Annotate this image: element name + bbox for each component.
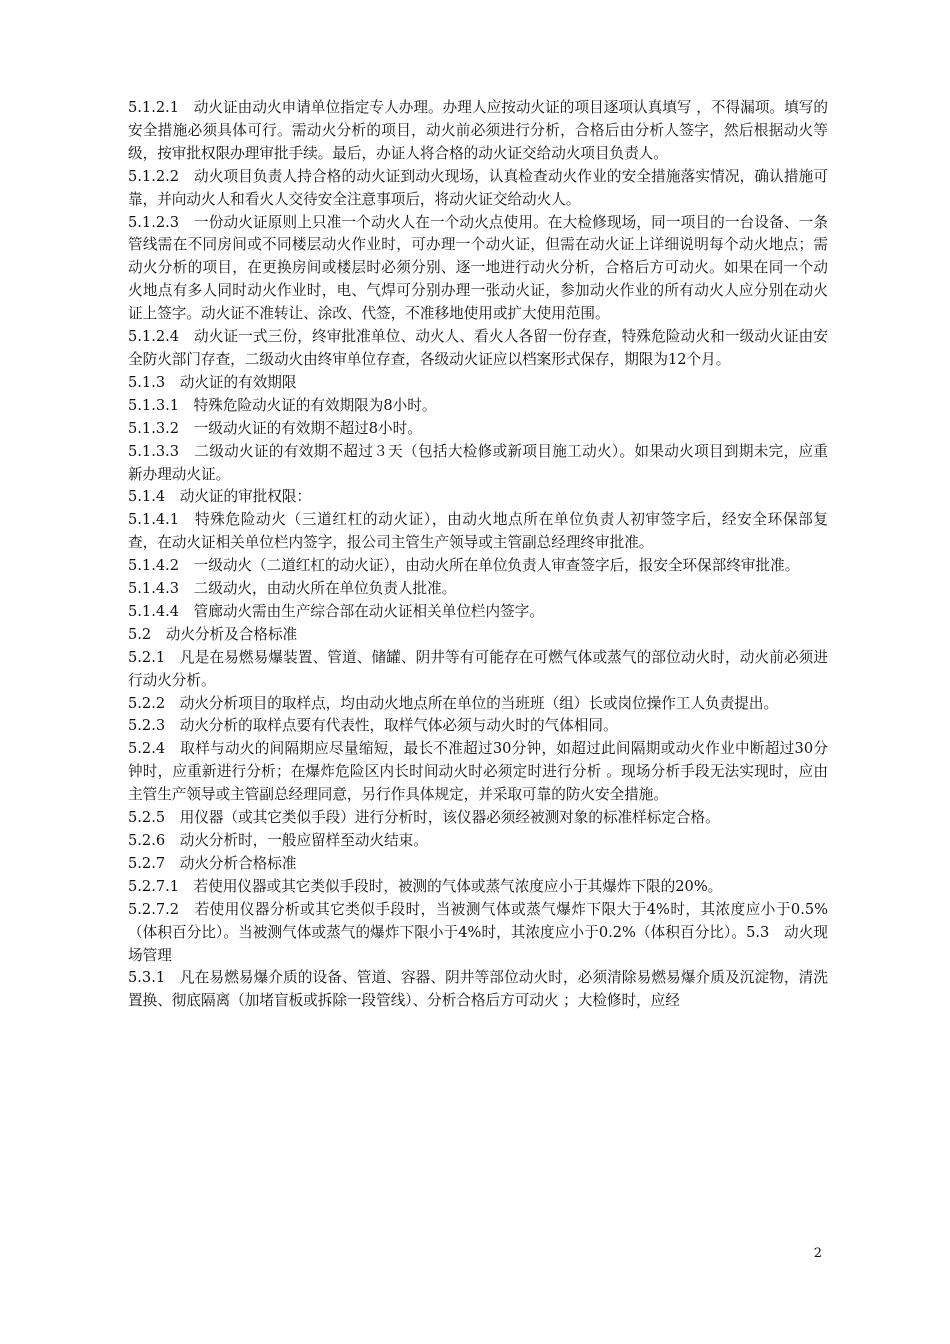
paragraph-5-1-2-3: 5.1.2.3 一份动火证原则上只准一个动火人在一个动火点使用。在大检修现场，同一项目的一台设备、一条管线需在不同房间或不同楼层动火作业时，可办理一个动火证，但需在动火证上详细说明每个动火地点；需动火分析的项目，在更换房间或楼层时必须分别、逐一地进行动火分析，合格后方可动火。如果在同一个动火地点有多人同时动火作业时，电、气焊可分别办理一张动火证，参加动火作业的所有动火人应分别在动火证上签字。动火证不准转让、涂改、代签，不准移地使用或扩大使用范围。: [128, 213, 828, 323]
heading-5-1-3: 5.1.3 动火证的有效期限: [128, 373, 297, 391]
paragraph-5-1-4-3: 5.1.4.3 二级动火，由动火所在单位负责人批准。: [128, 580, 457, 598]
paragraph-5-1-4-1: 5.1.4.1 特殊危险动火（三道红杠的动火证），由动火地点所在单位负责人初审签字后，经安全环保部复查，在动火证相关单位栏内签字，报公司主管生产领导或主管副总经理终审批准。: [128, 511, 828, 552]
paragraph-5-1-3-2: 5.1.3.2 一级动火证的有效期不超过8小时。: [128, 419, 422, 437]
paragraph-5-2-7-1: 5.2.7.1 若使用仪器或其它类似手段时，被测的气体或蒸气浓度应小于其爆炸下限的20%。: [128, 877, 723, 895]
paragraph-5-2-5: 5.2.5 用仪器（或其它类似手段）进行分析时，该仪器必须经被测对象的标准样标定合格。: [128, 809, 720, 827]
heading-5-2-7: 5.2.7 动火分析合格标准: [128, 854, 297, 872]
paragraph-5-1-4-2: 5.1.4.2 一级动火（二道红杠的动火证），由动火所在单位负责人审查签字后，报安全环保部终审批准。: [128, 557, 800, 575]
paragraph-5-2-7-2: 5.2.7.2 若使用仪器分析或其它类似手段时，当被测气体或蒸气爆炸下限大于4%时，其浓度应小于0.5%（体积百分比）。当被测气体或蒸气的爆炸下限小于4%时，其浓度应小于0.2%（体积百分比）。5.3 动火现场管理: [128, 900, 828, 964]
paragraph-5-3-1: 5.3.1 凡在易燃易爆介质的设备、管道、容器、阴井等部位动火时，必须清除易燃易爆介质及沉淀物，清洗置换、彻底隔离（加堵盲板或拆除一段管线）、分析合格后方可动火 ；大检修时，应经: [128, 969, 828, 1010]
paragraph-5-1-2-2: 5.1.2.2 动火项目负责人持合格的动火证到动火现场，认真检查动火作业的安全措施落实情况，确认措施可靠，并向动火人和看火人交待安全注意事项后，将动火证交给动火人。: [128, 167, 828, 208]
paragraph-5-1-3-1: 5.1.3.1 特殊危险动火证的有效期限为8小时。: [128, 396, 437, 414]
paragraph-5-1-2-4: 5.1.2.4 动火证一式三份，终审批准单位、动火人、看火人各留一份存查，特殊危险动火和一级动火证由安全防火部门存查，二级动火由终审单位存查，各级动火证应以档案形式保存，期限为12个月。: [128, 328, 828, 368]
paragraph-5-1-3-3: 5.1.3.3 二级动火证的有效期不超过３天（包括大检修或新项目施工动火）。如果动火项目到期未完，应重新办理动火证。: [128, 442, 828, 483]
paragraph-5-2-1: 5.2.1 凡是在易燃易爆装置、管道、储罐、阴井等有可能存在可燃气体或蒸气的部位动火时，动火前必须进行动火分析。: [128, 648, 828, 689]
paragraph-5-2-2: 5.2.2 动火分析项目的取样点，均由动火地点所在单位的当班班（组）长或岗位操作工人负责提出。: [128, 694, 779, 712]
paragraph-5-2-6: 5.2.6 动火分析时，一般应留样至动火结束。: [128, 832, 428, 849]
heading-5-2: 5.2 动火分析及合格标准: [128, 625, 298, 643]
heading-5-1-4: 5.1.4 动火证的审批权限：: [128, 488, 312, 506]
page-number: 2: [813, 1246, 822, 1261]
paragraph-5-1-4-4: 5.1.4.4 管廊动火需由生产综合部在动火证相关单位栏内签字。: [128, 602, 544, 620]
document-body: [128, 97, 828, 1013]
paragraph-5-2-3: 5.2.3 动火分析的取样点要有代表性，取样气体必须与动火时的气体相同。: [128, 717, 618, 735]
paragraph-5-2-4: 5.2.4 取样与动火的间隔期应尽量缩短，最长不准超过30分钟，如超过此间隔期或动火作业中断超过30分钟时，应重新进行分析；在爆炸危险区内长时间动火时必须定时进行分析 。现场分析手段无法实现时，应由主管生产领导或主管副总经理同意，另行作具体规定，并采取可靠的防火安全措施。: [128, 740, 828, 804]
paragraph-5-1-2-1: 5.1.2.1 动火证由动火申请单位指定专人办理。办理人应按动火证的项目逐项认真填写 ，不得漏项。填写的安全措施必须具体可行。需动火分析的项目，动火前必须进行分析，合格后由分析人签字，然后根据动火等级，按审批权限办理审批手续。最后，办证人将合格的动火证交给动火项目负责人。: [128, 99, 828, 162]
